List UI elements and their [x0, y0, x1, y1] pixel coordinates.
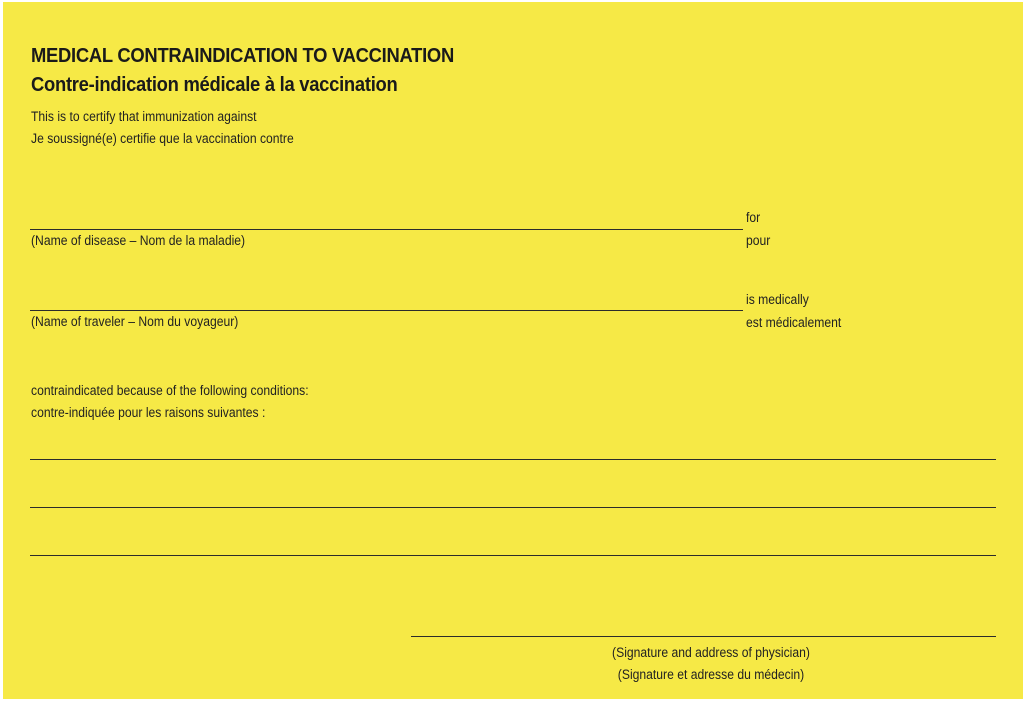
for-label: for [746, 210, 761, 225]
traveler-name-field[interactable] [30, 310, 743, 311]
is-medically-label: is medically [746, 292, 809, 307]
conditions-line-3[interactable] [30, 555, 996, 556]
conditions-text-french: contre-indiquée pour les raisons suivantes : [31, 405, 266, 420]
signature-label-english: (Signature and address of physician) [612, 645, 810, 660]
pour-label: pour [746, 233, 771, 248]
est-medicalement-label: est médicalement [746, 315, 842, 330]
disease-name-field[interactable] [30, 229, 743, 230]
conditions-line-2[interactable] [30, 507, 996, 508]
traveler-field-label: (Name of traveler – Nom du voyageur) [31, 314, 239, 329]
certify-text-english: This is to certify that immunization against [31, 109, 257, 124]
form-title-french: Contre-indication médicale à la vaccination [31, 74, 398, 96]
physician-signature-field[interactable] [411, 636, 996, 637]
certify-text-french: Je soussigné(e) certifie que la vaccination contre [31, 131, 294, 146]
form-title-english: MEDICAL CONTRAINDICATION TO VACCINATION [31, 45, 454, 67]
contraindication-card [3, 2, 1023, 699]
conditions-text-english: contraindicated because of the following conditions: [31, 383, 309, 398]
conditions-line-1[interactable] [30, 459, 996, 460]
signature-label-french: (Signature et adresse du médecin) [617, 667, 805, 682]
disease-field-label: (Name of disease – Nom de la maladie) [31, 233, 246, 248]
